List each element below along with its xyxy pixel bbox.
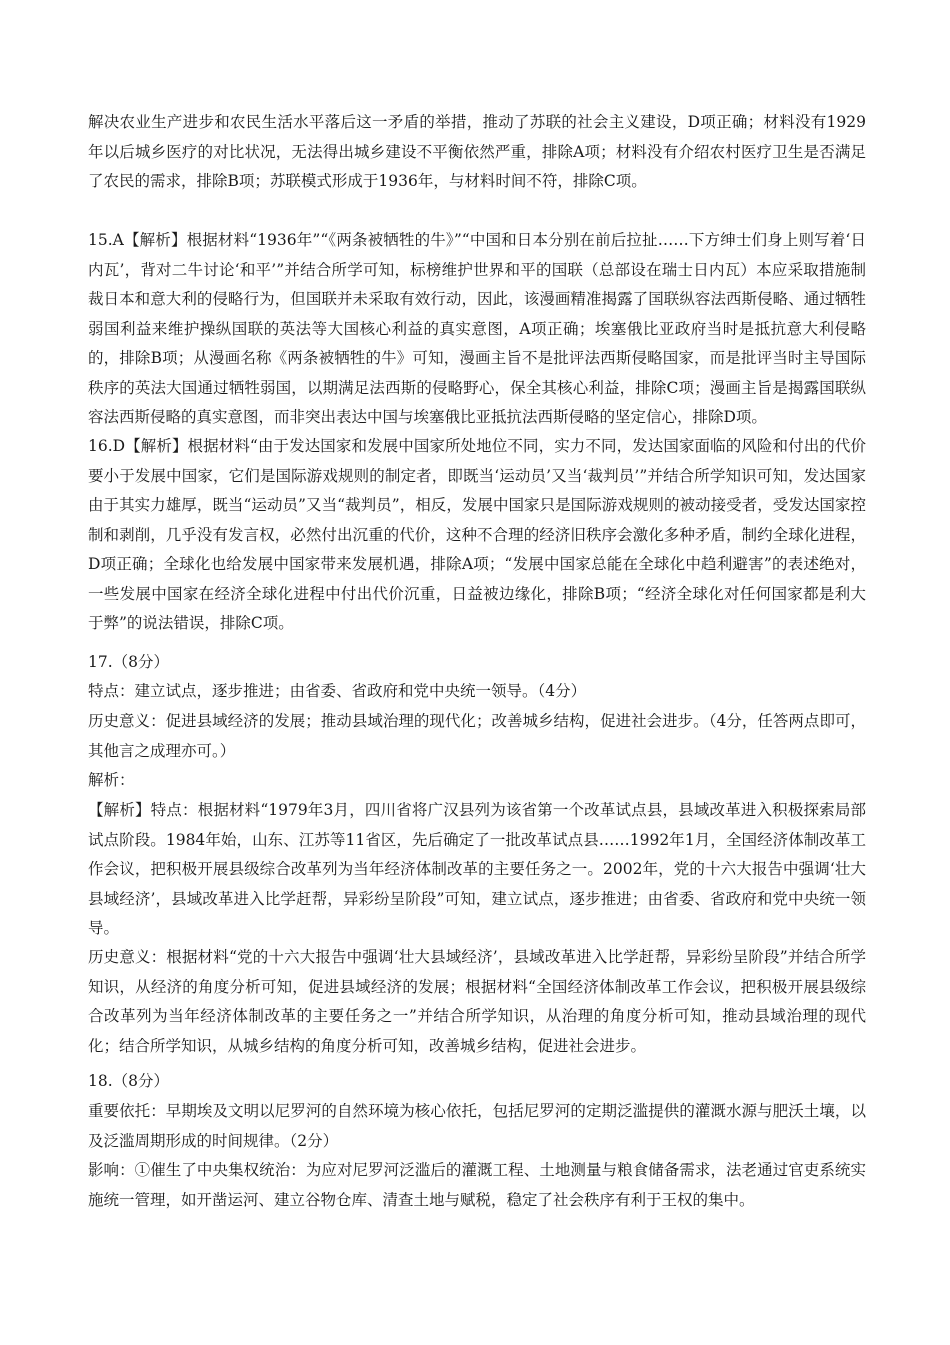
question-18-basis: 重要依托：早期埃及文明以尼罗河的自然环境为核心依托，包括尼罗河的定期泛滥提供的灌溉水源与肥沃土壤，以及泛滥周期形成的时间规律。（2分）: [88, 1102, 866, 1150]
question-17-heading: 17.（8分）: [88, 653, 170, 671]
answer-15: 15.A【解析】根据材料“1936年”“《两条被牺牲的牛》”“中国和日本分别在前后拉扯……下方绅士们身上则写着‘日内瓦’，背对二牛讨论‘和平’”并结合所学可知，标榜维护世界和平的国联（总部设在瑞士日内瓦）本应采取措施制裁日本和意大利的侵略行为，但国联并未采取有效行动，因此，该漫画精准揭露了国联纵容法西斯侵略、通过牺牲弱国利益来维护操纵国联的英法等大国核心利益的真实意图，A项正确；埃塞俄比亚政府当时是抵抗意大利侵略的，排除B项；从漫画名称《两条被牺牲的牛》可知，漫画主旨不是批评法西斯侵略国家，而是批评当时主导国际秩序的英法大国通过牺牲弱国，以期满足法西斯的侵略野心，保全其核心利益，排除C项；漫画主旨是揭露国联纵容法西斯侵略的真实意图，而非突出表达中国与埃塞俄比亚抵抗法西斯侵略的坚定信心，排除D项。: [88, 231, 866, 426]
question-18-impact: 影响：①催生了中央集权统治：为应对尼罗河泛滥后的灌溉工程、土地测量与粮食储备需求，法老通过官吏系统实施统一管理，如开凿运河、建立谷物仓库、清查土地与赋税，稳定了社会秩序有利于王权的集中。: [88, 1161, 866, 1209]
question-17-significance: 历史意义：促进县域经济的发展；推动县域治理的现代化；改善城乡结构，促进社会进步。（4分，任答两点即可，其他言之成理亦可。）: [88, 712, 866, 760]
answer-14-tail: 解决农业生产进步和农民生活水平落后这一矛盾的举措，推动了苏联的社会主义建设，D项正确；材料没有1929年以后城乡医疗的对比状况，无法得出城乡建设不平衡依然严重，排除A项；材料没有介绍农村医疗卫生是否满足了农民的需求，排除B项；苏联模式形成于1936年，与材料时间不符，排除C项。: [88, 113, 866, 190]
question-17-features: 特点：建立试点，逐步推进；由省委、省政府和党中央统一领导。（4分）: [88, 682, 587, 700]
answer-16: 16.D【解析】根据材料“由于发达国家和发展中国家所处地位不同，实力不同，发达国家面临的风险和付出的代价要小于发展中国家，它们是国际游戏规则的制定者，即既当‘运动员’又当‘裁判员’”并结合所学知识可知，发达国家由于其实力雄厚，既当“运动员”又当“裁判员”，相反，发展中国家只是国际游戏规则的被动接受者，受发达国家控制和剥削，几乎没有发言权，必然付出沉重的代价，这种不合理的经济旧秩序会激化多种矛盾，制约全球化进程，D项正确；全球化也给发展中国家带来发展机遇，排除A项；“发展中国家总能在全球化中趋利避害”的表述绝对，一些发展中国家在经济全球化进程中付出代价沉重，日益被边缘化，排除B项；“经济全球化对任何国家都是利大于弊”的说法错误，排除C项。: [88, 437, 866, 632]
question-17-analysis-features: 【解析】特点：根据材料“1979年3月，四川省将广汉县列为该省第一个改革试点县，县域改革进入积极探索局部试点阶段。1984年始，山东、江苏等11省区，先后确定了一批改革试点县……1992年1月，全国经济体制改革工作会议，把积极开展县级综合改革列为当年经济体制改革的主要任务之一。2002年，党的十六大报告中强调‘壮大县域经济’，县域改革进入比学赶帮，异彩纷呈阶段”可知，建立试点，逐步推进；由省委、省政府和党中央统一领导。: [88, 801, 866, 937]
question-17-analysis-significance: 历史意义：根据材料“党的十六大报告中强调‘壮大县域经济’，县域改革进入比学赶帮，异彩纷呈阶段”并结合所学知识，从经济的角度分析可知，促进县域经济的发展；根据材料“全国经济体制改革工作会议，把积极开展县级综合改革列为当年经济体制改革的主要任务之一”并结合所学知识，从治理的角度分析可知，推动县域治理的现代化；结合所学知识，从城乡结构的角度分析可知，改善城乡结构，促进社会进步。: [88, 948, 866, 1055]
question-17-analysis-label: 解析：: [88, 771, 135, 789]
question-18-heading: 18.（8分）: [88, 1072, 170, 1090]
